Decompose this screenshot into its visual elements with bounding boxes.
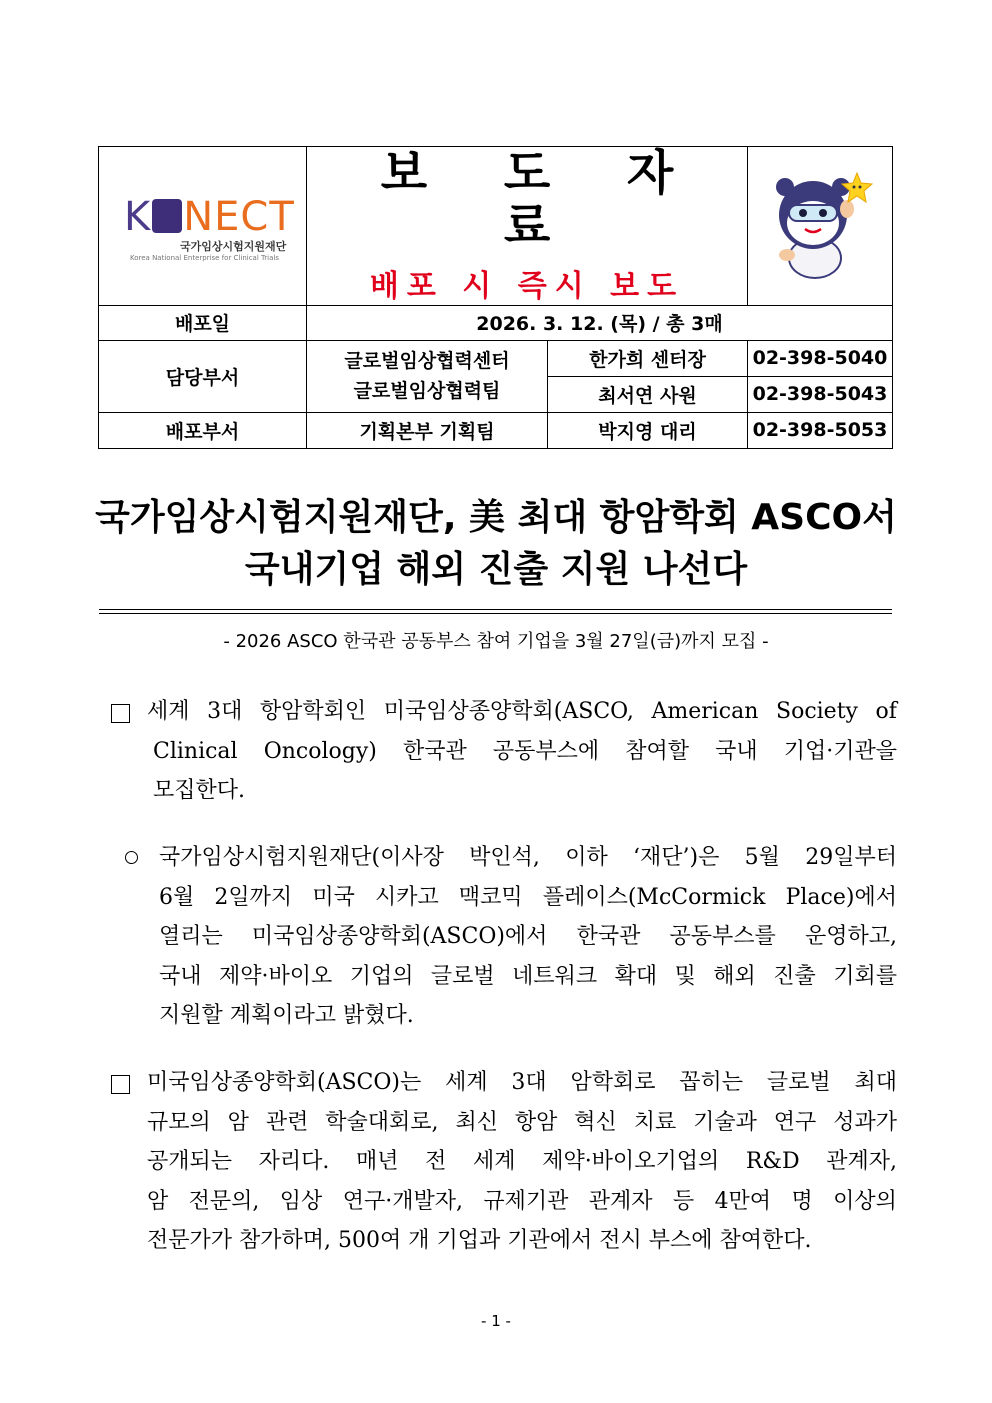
paragraph-line: 모집한다. [153, 778, 246, 803]
distribution-dept: 기획본부 기획팀 [307, 412, 548, 448]
contact2-name: 최서연 사원 [548, 376, 748, 412]
paragraph-3 [147, 1063, 897, 1261]
mascot-cell [748, 147, 893, 306]
logo-english-name: Korea National Enterprise for Clinical Trials [130, 254, 279, 263]
logo-cell [99, 147, 307, 306]
distribution-label: 배포부서 [99, 412, 307, 448]
document-subtitle: 배포 시 즉시 보도 [369, 268, 685, 304]
document-title: 보 도 자 료 [380, 145, 704, 254]
contact3-name: 박지영 대리 [548, 412, 748, 448]
release-date-label: 배포일 [99, 305, 307, 340]
logo-korean-name: 국가임상시험지원재단 [180, 240, 287, 254]
department-name: 글로벌임상협력센터 글로벌임상협력팀 [307, 340, 548, 412]
page-number: - 1 - [481, 1312, 511, 1330]
paragraph-line: 규모의 암 관련 학술대회로, 최신 항암 혁신 치료 기술과 연구 성과가 [147, 1109, 897, 1135]
double-divider [99, 609, 892, 614]
paragraph-line: 미국임상종양학회(ASCO)는 세계 3대 암학회로 꼽히는 글로벌 최대 [147, 1070, 897, 1095]
contact2-phone: 02-398-5043 [748, 376, 893, 412]
press-release-header-table [98, 146, 893, 449]
paragraph-line: 공개되는 자리다. 매년 전 세계 제약·바이오기업의 R&D 관계자, [147, 1149, 897, 1174]
subheadline: - 2026 ASCO 한국관 공동부스 참여 기업을 3월 27일(금)까지 모집 - [223, 631, 769, 652]
paragraph-line: 6월 2일까지 미국 시카고 맥코믹 플레이스(McCormick Place)에서 [159, 884, 897, 910]
contact1-name: 한가희 센터장 [548, 340, 748, 376]
mascot-icon [765, 163, 875, 283]
title-cell [307, 147, 748, 306]
square-bullet-icon [111, 704, 130, 723]
paragraph-2 [159, 838, 897, 1036]
paragraph-line: 암 전문의, 임상 연구·개발자, 규제기관 관계자 등 4만여 명 이상의 [147, 1188, 897, 1214]
paragraph-line: 열리는 미국임상종양학회(ASCO)에서 한국관 공동부스를 운영하고, [159, 924, 897, 949]
headline-line2: 국내기업 해외 진출 지원 나선다 [244, 549, 748, 590]
contact1-phone: 02-398-5040 [748, 340, 893, 376]
paragraph-line: 국내 제약·바이오 기업의 글로벌 네트워크 확대 및 해외 진출 기회를 [159, 963, 897, 989]
paragraph-line: 세계 3대 항암학회인 미국임상종양학회(ASCO, American Society of [147, 699, 897, 724]
paragraph-line: 국가임상시험지원재단(이사장 박인석, 이하 ‘재단’)은 5월 29일부터 [159, 845, 897, 870]
paragraph-line: 전문가가 참가하며, 500여 개 기업과 기관에서 전시 부스에 참여한다. [147, 1228, 812, 1253]
square-bullet-icon [111, 1075, 130, 1094]
release-date-value: 2026. 3. 12. (목) / 총 3매 [307, 305, 893, 340]
department-label: 담당부서 [99, 340, 307, 412]
paragraph-1 [147, 692, 897, 811]
paragraph-line: 지원할 계획이라고 밝혔다. [159, 1003, 414, 1028]
headline-line1: 국가임상시험지원재단, 美 최대 항암학회 ASCO서 [95, 497, 897, 538]
paragraph-line: Clinical Oncology) 한국관 공동부스에 참여할 국내 기업·기관을 [153, 738, 897, 764]
contact3-phone: 02-398-5053 [748, 412, 893, 448]
konect-logo: K NECT 국가임상시험지원재단 Korea National Enterprise for Clinical Trials [124, 194, 295, 263]
circle-bullet-icon [125, 851, 138, 864]
